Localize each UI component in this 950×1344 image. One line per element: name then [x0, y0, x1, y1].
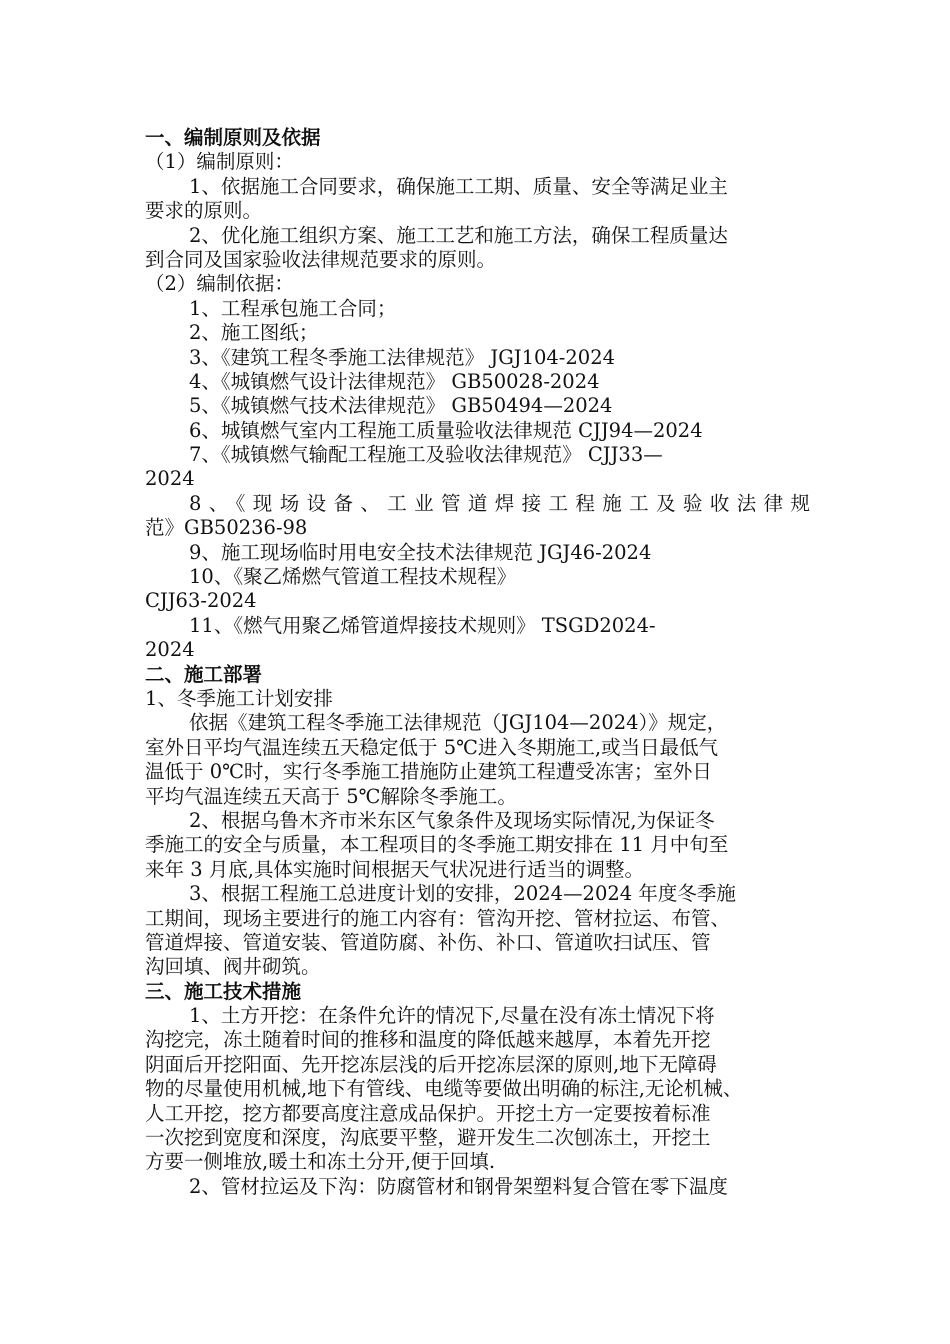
paragraph-line: 到合同及国家验收法律规范要求的原则。: [145, 247, 497, 271]
subsection-plan: 1、冬季施工计划安排: [145, 686, 333, 710]
paragraph-line: 阴面后开挖阳面、先开挖冻层浅的后开挖冻层深的原则,地下无障碍: [145, 1052, 717, 1076]
paragraph-line: 来年 3 月底,具体实施时间根据天气状况进行适当的调整。: [145, 857, 645, 881]
basis-item-code: JGJ104-2024: [490, 345, 616, 369]
paragraph-line: 工期间，现场主要进行的施工内容有：管沟开挖、管材拉运、布管、: [145, 906, 731, 930]
basis-item-title: 3、《建筑工程冬季施工法律规范》: [189, 345, 485, 369]
paragraph-line: 依据《建筑工程冬季施工法律规范（JGJ104—2024）》规定，: [189, 711, 727, 735]
paragraph-line: CJJ63-2024: [145, 589, 257, 613]
section-2-title: 二、施工部署: [145, 662, 263, 686]
basis-item-code: JGJ46-2024: [539, 540, 652, 564]
paragraph-line: 平均气温连续五天高于 5℃解除冬季施工。: [145, 784, 517, 808]
paragraph-line: 沟挖完，冻土随着时间的推移和温度的降低越来越厚，本着先开挖: [145, 1028, 711, 1052]
paragraph-line: 一次挖到宽度和深度，沟底要平整，避开发生二次刨冻土，开挖土: [145, 1126, 711, 1150]
basis-item: [145, 370, 810, 394]
basis-item-code: TSGD2024-: [541, 613, 656, 637]
basis-item-title: 5、《城镇燃气技术法律规范》: [189, 394, 446, 418]
section-3-title: 三、施工技术措施: [145, 979, 302, 1003]
paragraph-line: 沟回填、阀井砌筑。: [145, 955, 321, 979]
paragraph-line: 1、依据施工合同要求，确保施工工期、质量、安全等满足业主: [189, 174, 728, 198]
basis-item-code: GB50028-2024: [451, 369, 600, 393]
basis-item: [145, 419, 810, 443]
basis-item-title: 11、《燃气用聚乙烯管道焊接技术规则》: [189, 613, 536, 637]
basis-item: [145, 443, 810, 467]
basis-item: 2、施工图纸；: [189, 321, 319, 345]
basis-item: 1、工程承包施工合同；: [189, 296, 397, 320]
paragraph-line: 温低于 0℃时，实行冬季施工措施防止建筑工程遭受冻害；室外日: [145, 760, 712, 784]
basis-item: [145, 541, 810, 565]
paragraph-line: 2、管材拉运及下沟：防腐管材和钢骨架塑料复合管在零下温度: [189, 1174, 728, 1198]
paragraph-line: 人工开挖，挖方都要高度注意成品保护。开挖土方一定要按着标准: [145, 1101, 711, 1125]
paragraph-line: 2、优化施工组织方案、施工工艺和施工方法，确保工程质量达: [189, 223, 728, 247]
document-page: [145, 126, 810, 1199]
subsection-basis: （2）编制依据：: [145, 272, 294, 296]
basis-item-title: 9、施工现场临时用电安全技术法律规范: [189, 540, 533, 564]
basis-item: [145, 614, 810, 638]
paragraph-line: 1、土方开挖：在条件允许的情况下,尽量在没有冻土情况下将: [189, 1004, 715, 1028]
section-1-title: 一、编制原则及依据: [145, 126, 321, 149]
paragraph-line: 物的尽量使用机械,地下有管线、电缆等要做出明确的标注,无论机械、: [145, 1077, 743, 1101]
basis-item: [145, 394, 810, 418]
subsection-principles: （1）编制原则：: [145, 150, 294, 174]
paragraph-line: 方要一侧堆放,暖土和冻土分开,便于回填.: [145, 1150, 496, 1174]
basis-item-code: CJJ33—: [587, 443, 663, 467]
basis-item-title: 6、城镇燃气室内工程施工质量验收法律规范: [189, 418, 572, 442]
paragraph-line: 季施工的安全与质量，本工程项目的冬季施工期安排在 11 月中旬至: [145, 833, 729, 857]
basis-item-code: GB50494—2024: [451, 394, 613, 418]
paragraph-line: 管道焊接、管道安装、管道防腐、补伤、补口、管道吹扫试压、管: [145, 930, 711, 954]
paragraph-line: 室外日平均气温连续五天稳定低于 5℃进入冬期施工,或当日最低气: [145, 735, 719, 759]
paragraph-line: 要求的原则。: [145, 199, 263, 223]
basis-item: [145, 346, 810, 370]
paragraph-line: 2024: [145, 467, 195, 491]
basis-item: 8、《现场设备、工业管道焊接工程施工及验收法律规: [189, 491, 810, 515]
basis-item-title: 7、《城镇燃气输配工程施工及验收法律规范》: [189, 443, 582, 467]
paragraph-line: 2、根据乌鲁木齐市米东区气象条件及现场实际情况,为保证冬: [189, 808, 715, 832]
basis-item: 10、《聚乙烯燃气管道工程技术规程》: [189, 565, 517, 589]
paragraph-line: 2024: [145, 638, 195, 662]
paragraph-line: 3、根据工程施工总进度计划的安排，2024—2024 年度冬季施: [189, 882, 736, 906]
basis-item-title: 4、《城镇燃气设计法律规范》: [189, 369, 446, 393]
basis-item-code: CJJ94—2024: [578, 418, 703, 442]
paragraph-line: 范》GB50236-98: [145, 516, 308, 540]
